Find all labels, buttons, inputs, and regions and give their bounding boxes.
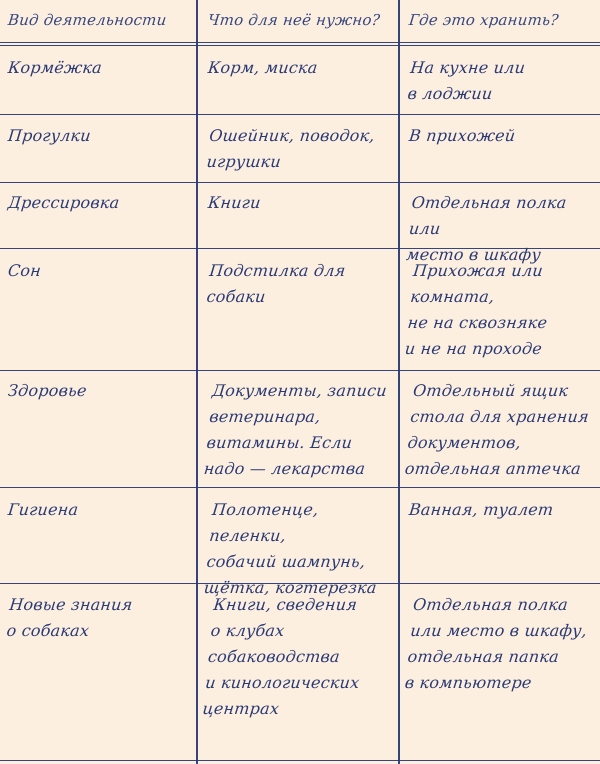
row-6-needs: Полотенце, пеленки, собачий шампунь, щётка, когтерезка [202, 500, 378, 597]
row-5-needs: Документы, записи ветеринара, витамины. Если надо — лекарства [202, 381, 388, 478]
row-6-storage: Ванная, туалет [408, 500, 555, 519]
row-7-activity: Новые знания о собаках [5, 595, 134, 640]
row-4-needs: Подстилка для собаки [205, 261, 347, 306]
header-needs: Что для неё нужно? [207, 11, 381, 29]
header-rule-bottom [0, 45, 600, 46]
row-3-needs: Книги [207, 193, 262, 212]
row-2-storage: В прихожей [408, 126, 517, 145]
header-storage: Где это хранить? [408, 11, 560, 29]
row-5-storage: Отдельный ящик стола для хранения документов, отдельная аптечка [403, 381, 590, 478]
row-2-needs: Ошейник, поводок, игрушки [205, 126, 376, 171]
row-1-needs: Корм, миска [207, 58, 319, 77]
row-1-activity: Кормёжка [7, 58, 103, 77]
row-4-activity: Сон [7, 261, 43, 280]
header-activity: Вид деятельности [7, 11, 168, 29]
row-7-needs: Книги, сведения о клубах собаководства и кинологических центрах [201, 595, 361, 718]
header-rule-top [0, 42, 600, 43]
row-rule-1 [0, 114, 600, 115]
row-3-storage: Отдельная полка или место в шкафу [405, 193, 568, 264]
row-4-storage: Прихожая или комната, не на сквозняке и не на проходе [403, 261, 549, 358]
row-rule-2 [0, 182, 600, 183]
row-rule-4 [0, 370, 600, 371]
row-6-activity: Гигиена [7, 500, 80, 519]
row-3-activity: Дрессировка [7, 193, 121, 212]
row-2-activity: Прогулки [7, 126, 92, 145]
row-7-storage: Отдельная полка или место в шкафу, отдельная папка в компьютере [403, 595, 589, 692]
row-rule-7 [0, 760, 600, 761]
row-1-storage: На кухне или в лоджии [406, 58, 527, 103]
row-5-activity: Здоровье [7, 381, 88, 400]
row-rule-5 [0, 487, 600, 488]
